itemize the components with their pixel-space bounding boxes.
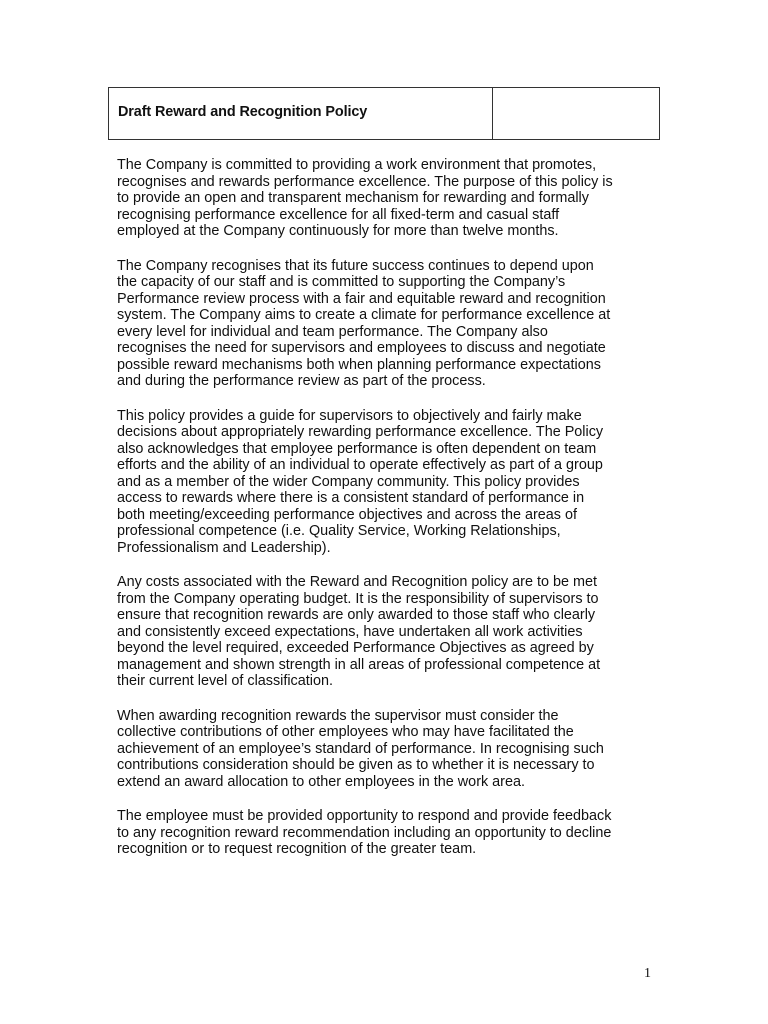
paragraph-collective-contributions: When awarding recognition rewards the supervisor must consider the collective contributions of other employees who may have facilitated the achievement of an employee’s standard of performance. In recognising such contributions consideration should be given as to whether it is necessary to extend an award allocation to other employees in the work area.	[117, 707, 604, 790]
paragraph-guide: This policy provides a guide for supervisors to objectively and fairly make decisions about appropriately rewarding performance excellence. The Policy also acknowledges that employee performance is often dependent on team efforts and the ability of an individual to operate effectively as part of a group and as a member of the wider Company community. This policy provides access to rewards where there is a consistent standard of performance in both meeting/exceeding performance objectives and across the areas of professional competence (i.e. Quality Service, Working Relationships, Professionalism and Leadership).	[117, 407, 604, 556]
paragraph-costs: Any costs associated with the Reward and Recognition policy are to be met from the Company operating budget. It is the responsibility of supervisors to ensure that recognition rewards are only awarded to those staff who clearly and consistently exceed expectations, have undertaken all work activities beyond the level required, exceeded Performance Objectives as agreed by management and shown strength in all areas of professional competence at their current level of classification.	[117, 574, 601, 689]
paragraph-commitment: The Company recognises that its future success continues to depend upon the capacity of our staff and is committed to supporting the Company’s Performance review process with a fair and equitable reward and recognition system. The Company aims to create a climate for performance excellence at every level for individual and team performance. The Company also recognises the need for supervisors and employees to discuss and negotiate possible reward mechanisms both when planning performance expectations and during the performance review as part of the process.	[117, 257, 611, 389]
page-number: 1	[644, 966, 651, 981]
document-title: Draft Reward and Recognition Policy	[118, 104, 368, 120]
paragraph-purpose: The Company is committed to providing a work environment that promotes, recognises and rewards performance excellence. The purpose of this policy is to provide an open and transparent mechanism for rewarding and formally recognising performance excellence for all fixed-term and casual staff employed at the Company continuously for more than twelve months.	[117, 157, 613, 239]
empty-header-cell	[493, 88, 659, 139]
title-cell	[109, 88, 493, 139]
policy-body	[117, 157, 657, 876]
paragraph-feedback: The employee must be provided opportunity to respond and provide feedback to any recognition reward recommendation including an opportunity to decline recognition or to request recognition of the greater team.	[117, 808, 612, 857]
title-table	[108, 87, 660, 140]
